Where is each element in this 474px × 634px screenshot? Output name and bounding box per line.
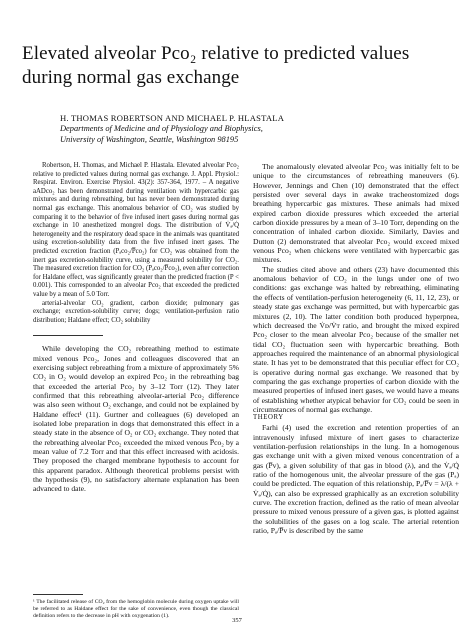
right-paragraph-3: Farhi (4) used the excretion and retention properties of an intravenously infused mixture of inert gases to characterize ventilation-perfusion relationships in the lung. In a homogenous gas exchange unit with a given mixed venous concentration of a gas (P̅v), a given solubility of that gas in blood (λ), and the V̇ₐ/Q̇ ratio of the homogenous unit, the alveolar pressure of the gas (Pₐ) could be predicted. The equation of this relationship, Pₐ/P̅v = λ/(λ + V̇ₐ/Q̇), can also be expressed graphically as an excretion solubility curve. The excretion fraction, defined as the ratio of mean alveolar pressure to mixed venous pressure of a given gas, is plotted against the solubilities of the gases on a log scale. The arterial retention ratio, Pₐ/P̅v is described by the same	[253, 423, 459, 535]
footnote-rule	[33, 594, 83, 595]
page-number: 357	[232, 617, 242, 624]
right-column	[253, 162, 459, 535]
right-paragraph-2: The studies cited above and others (23) have documented this anomalous behavior of CO₂ in the lungs under one of two conditions: gas exchange was halted by rebreathing, eliminating the effects of ventilation-perfusion heterogeneity (6, 11, 12, 23), or steady state gas exchange was permitted, but with hypercarbic gas mixtures (2, 10). The latter condition both produced hyperpnea, which decreased the V̇ᴅ/V̇ᴛ ratio, and brought the mixed expired Pco₂ closer to the mean alveolar Pco₂ because of the smaller net tidal CO₂ fluctuation seen with hypercarbic breathing. Both approaches required the maintenance of an abnormal physiological state. It has yet to be demonstrated that this peculiar effect for CO₂ is operative during normal gas exchange. We reasoned that by comparing the gas exchange properties of carbon dioxide with the measured properties of infused inert gases, we would have a means of establishing whether atypical behavior for CO₂ could be seen in circumstances of normal gas exchange.	[253, 264, 459, 414]
article-title: Elevated alveolar Pco₂ relative to predicted values during normal gas exchange	[22, 43, 410, 88]
section-divider	[33, 335, 103, 336]
keywords: arterial-alveolar CO₂ gradient, carbon dioxide; pulmonary gas exchange; excretion-solubility curve; dogs; ventilation-perfusion ratio distribution; Haldane effect; CO₂ solubility	[33, 299, 239, 324]
left-column	[33, 162, 239, 494]
affiliation-line-1: Departments of Medicine and of Physiology and Biophysics,	[60, 124, 263, 133]
abstract: Robertson, H. Thomas, and Michael P. Hlastala. Elevated alveolar Pco₂ relative to predicted values during normal gas exchange. J. Appl. Physiol.: Respirat. Environ. Exercise Physiol. 43(2): 357-364, 1977. – A negative aADco₂ has been demonstrated during ventilation with hypercarbic gas mixtures and during rebreathing, but has never been demonstrated during normal gas exchange. This anomalous behavior of CO₂ was studied by comparing it to the behavior of five infused inert gases during normal gas exchange in 10 anesthetized mongrel dogs. The distribution of V̇ₐ/Q̇ heterogeneity and the respiratory dead space in the animals was quantitated using excretion-solubility data from the five infused inert gases. The predicted excretion fraction (Pₐco₂/P̅co₂) for CO₂ was obtained from the inert gas excretion-solubility curve, using a measured solubility for CO₂. The measured excretion fraction for CO₂ (Pₐco₂/P̅co₂), even after correction for Haldane effect, was significantly greater than the predicted fraction (P < 0.001). This corresponded to an alveolar Pco₂ that exceeded the predicted value by a mean of 5.0 Torr.	[33, 162, 239, 298]
footnote: ¹ The facilitated release of CO₂ from the hemoglobin molecule during oxygen uptake will be referred to as Haldane effect for the sake of convenience, even though the classical definition refers to the decrease in pH with oxygenation (1).	[33, 599, 239, 619]
authors-line: H. THOMAS ROBERTSON AND MICHAEL P. HLASTALA	[60, 113, 285, 123]
affiliation-line-2: University of Washington, Seattle, Washington 98195	[60, 134, 239, 144]
right-paragraph-1: The anomalously elevated alveolar Pco₂ was initially felt to be unique to the circumstances of rebreathing maneuvers (6). However, Jennings and Chen (10) demonstrated that the effect persisted over several days in awake tracheostomized dogs breathing hypercarbic gas mixtures. These animals had mixed expired carbon dioxide pressures which exceeded the arterial carbon dioxide pressures by a mean of 3–10 Torr, depending on the concentration of inhaled carbon dioxide. Similarly, Davies and Dutton (2) demonstrated that alveolar Pco₂ would exceed mixed venous Pco₂ when chickens were ventilated with hypercarbic gas mixtures.	[253, 162, 459, 265]
section-heading-theory: THEORY	[253, 414, 284, 422]
intro-paragraph: While developing the CO₂ rebreathing method to estimate mixed venous Pco₂, Jones and colleagues discovered that an exercising subject rebreathing from a mixture of approximately 5% CO₂ in O₂ would develop an expired Pco₂ in the rebreathing bag that exceeded the arterial Pco₂ by 3–12 Torr (12). They later confirmed that this rebreathing alveolar-arterial Pco₂ difference was also seen without O₂ exchange, and could not be explained by Haldane effect¹ (11). Gurtner and colleagues (6) developed an isolated lobe preparation in dogs that demonstrated this effect in a steady state in the absence of O₂ or CO₂ exchange. They noted that the rebreathing alveolar Pco₂ exceeded the mixed venous P̅co₂ by a mean value of 7.2 Torr and that this effect increased with acidosis. They proposed the charged membrane hypothesis to account for this apparent paradox. Although theoretical problems persist with the hypothesis (9), no satisfactory alternate explanation has been advanced to date.	[33, 344, 239, 494]
affiliation	[60, 124, 460, 145]
